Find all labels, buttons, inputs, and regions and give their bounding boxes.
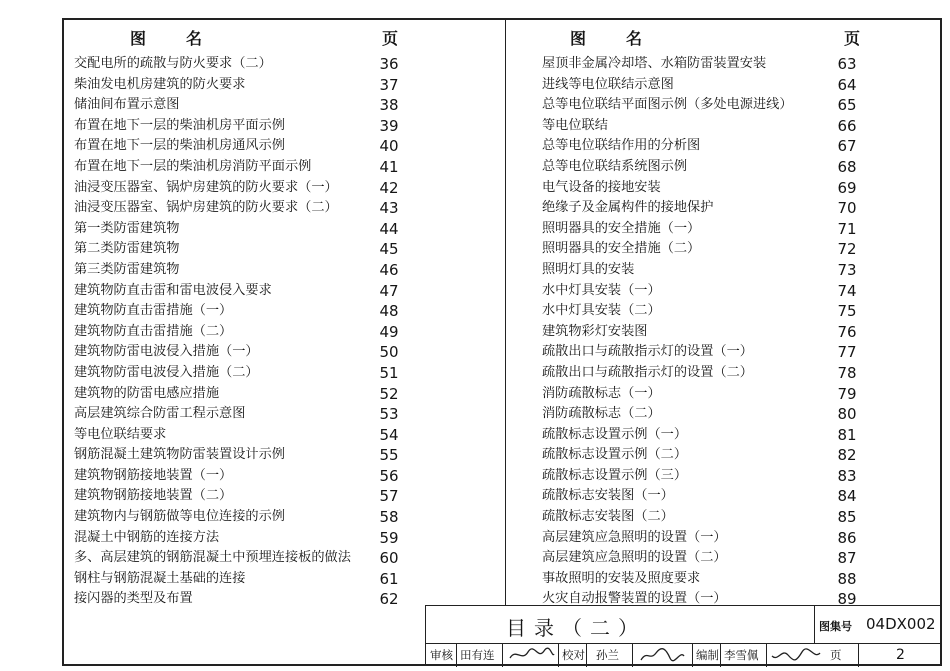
signature-row [425,643,942,666]
entry-title: 疏散标志安装图（一） [542,488,674,504]
entry-title: 柴油发电机房建筑的防火要求 [74,76,246,92]
entry-page: 59 [379,528,399,547]
entry-page: 58 [379,508,399,527]
entry-page: 45 [379,240,399,259]
entry-title: 疏散标志设置示例（二） [542,447,688,463]
catalog-entry [542,528,942,549]
entry-title: 总等电位联结作用的分析图 [542,138,701,154]
catalog-entry [74,301,494,322]
page-label: 页 [830,648,842,662]
left-entry-list [74,54,494,610]
catalog-entry [542,363,942,384]
catalog-entry [74,507,494,528]
entry-title: 等电位联结 [542,117,608,133]
catalog-entry [74,178,494,199]
reviewer-signature [508,646,556,664]
entry-title: 建筑物防直击雷措施（二） [74,323,233,339]
catalog-entry [74,445,494,466]
entry-title: 总等电位联结系统图示例 [542,158,688,174]
entry-title: 疏散标志安装图（二） [542,509,674,525]
entry-title: 建筑物防直击雷措施（一） [74,303,233,319]
entry-title: 建筑物的防雷电感应措施 [74,385,220,401]
entry-page: 67 [837,137,857,156]
catalog-entry [542,466,942,487]
entry-page: 60 [379,549,399,568]
catalog-entry [542,569,942,590]
entry-page: 40 [379,137,399,156]
entry-page: 87 [837,549,857,568]
entry-page: 43 [379,199,399,218]
entry-page: 70 [837,199,857,218]
atlas-label: 图集号 [819,620,852,633]
catalog-entry [74,404,494,425]
checker-name: 孙兰 [596,648,619,662]
left-column-header [74,22,494,54]
catalog-entry [542,95,942,116]
entry-title: 事故照明的安装及照度要求 [542,570,701,586]
entry-title: 第一类防雷建筑物 [74,220,180,236]
entry-page: 61 [379,569,399,588]
entry-title: 接闪器的类型及布置 [74,591,193,607]
title-block [425,605,942,666]
entry-page: 42 [379,178,399,197]
entry-page: 62 [379,590,399,609]
entry-page: 65 [837,96,857,115]
atlas-code: 04DX002 [866,615,936,633]
catalog-entry [542,219,942,240]
checker-signature [638,646,686,664]
entry-page: 57 [379,487,399,506]
right-column [542,22,942,610]
column-divider [505,18,506,605]
entry-title: 储油间布置示意图 [74,97,180,113]
catalog-entry [542,301,942,322]
entry-title: 建筑物钢筋接地装置（二） [74,488,233,504]
entry-title: 第三类防雷建筑物 [74,261,180,277]
entry-title: 消防疏散标志（一） [542,385,661,401]
entry-page: 78 [837,363,857,382]
entry-title: 钢柱与钢筋混凝土基础的连接 [74,570,246,586]
design-label: 编制 [696,648,719,662]
entry-title: 电气设备的接地安装 [542,179,661,195]
title-block-top [425,605,942,643]
entry-title: 总等电位联结平面图示例（多处电源进线） [542,97,793,113]
catalog-entry [542,507,942,528]
catalog-entry [74,260,494,281]
catalog-entry [542,425,942,446]
catalog-entry [542,54,942,75]
catalog-entry [74,569,494,590]
review-label: 审核 [430,648,453,662]
entry-title: 屋顶非金属冷却塔、水箱防雷装置安装 [542,56,767,71]
catalog-entry [542,404,942,425]
catalog-entry [542,342,942,363]
entry-page: 56 [379,466,399,485]
entry-page: 89 [837,590,857,609]
catalog-entry [542,548,942,569]
catalog-entry [542,116,942,137]
left-name-header: 图名 [130,29,243,48]
entry-title: 布置在地下一层的柴油机房平面示例 [74,117,285,133]
catalog-entry [542,260,942,281]
catalog-entry [542,281,942,302]
catalog-entry [542,322,942,343]
entry-page: 66 [837,116,857,135]
entry-page: 69 [837,178,857,197]
entry-page: 83 [837,466,857,485]
entry-page: 36 [379,55,399,73]
catalog-entry [74,548,494,569]
entry-page: 50 [379,343,399,362]
entry-title: 建筑物防雷电波侵入措施（二） [74,364,259,380]
entry-page: 84 [837,487,857,506]
catalog-entry [542,75,942,96]
catalog-entry [542,157,942,178]
catalog-entry [74,342,494,363]
page-number: 2 [896,647,905,663]
entry-title: 油浸变压器室、锅炉房建筑的防火要求（二） [74,200,338,216]
right-entry-list [542,54,942,610]
catalog-entry [74,322,494,343]
entry-title: 建筑物防直击雷和雷电波侵入要求 [74,282,272,298]
catalog-entry [74,75,494,96]
entry-title: 疏散标志设置示例（一） [542,426,688,442]
entry-title: 绝缘子及金属构件的接地保护 [542,200,714,216]
catalog-entry [74,528,494,549]
entry-title: 等电位联结要求 [74,426,167,442]
entry-title: 高层建筑综合防雷工程示意图 [74,406,246,422]
entry-page: 44 [379,219,399,238]
entry-title: 进线等电位联结示意图 [542,76,674,92]
entry-title: 建筑物彩灯安装图 [542,323,648,339]
entry-page: 54 [379,425,399,444]
entry-title: 火灾自动报警装置的设置（一） [542,591,727,607]
entry-page: 55 [379,446,399,465]
reviewer-name: 田有连 [460,648,495,662]
entry-page: 86 [837,528,857,547]
entry-page: 72 [837,240,857,259]
entry-page: 41 [379,157,399,176]
catalog-entry [542,239,942,260]
entry-page: 82 [837,446,857,465]
right-name-header: 图名 [570,29,683,48]
right-column-header [542,22,942,54]
entry-title: 建筑物钢筋接地装置（一） [74,467,233,483]
catalog-entry [542,486,942,507]
catalog-entry [74,363,494,384]
entry-page: 85 [837,508,857,527]
designer-name: 李雪佩 [724,648,759,662]
catalog-entry [74,486,494,507]
entry-title: 疏散标志设置示例（三） [542,467,688,483]
catalog-entry [74,157,494,178]
entry-title: 多、高层建筑的钢筋混凝土中预埋连接板的做法 [74,550,351,566]
entry-page: 80 [837,405,857,424]
catalog-entry [74,281,494,302]
catalog-entry [542,384,942,405]
entry-page: 88 [837,569,857,588]
catalog-entry [542,178,942,199]
entry-page: 52 [379,384,399,403]
catalog-entry [74,54,494,75]
entry-page: 81 [837,425,857,444]
entry-page: 53 [379,405,399,424]
catalog-entry [542,198,942,219]
entry-title: 照明器具的安全措施（二） [542,241,701,257]
entry-title: 疏散出口与疏散指示灯的设置（一） [542,344,753,360]
entry-title: 消防疏散标志（二） [542,406,661,422]
entry-page: 49 [379,322,399,341]
entry-title: 钢筋混凝土建筑物防雷装置设计示例 [74,447,285,463]
entry-title: 建筑物内与钢筋做等电位连接的示例 [74,509,285,525]
entry-page: 46 [379,260,399,279]
entry-title: 高层建筑应急照明的设置（一） [542,529,727,545]
entry-title: 布置在地下一层的柴油机房消防平面示例 [74,158,312,174]
left-page-header: 页 [382,29,399,48]
entry-title: 混凝土中钢筋的连接方法 [74,529,220,545]
entry-page: 79 [837,384,857,403]
catalog-entry [74,95,494,116]
entry-page: 51 [379,363,399,382]
catalog-entry [542,445,942,466]
entry-title: 照明器具的安全措施（一） [542,220,701,236]
entry-page: 37 [379,75,399,94]
catalog-entry [74,198,494,219]
entry-page: 75 [837,302,857,321]
catalog-entry [74,116,494,137]
check-label: 校对 [562,648,585,662]
entry-page: 77 [837,343,857,362]
entry-title: 第二类防雷建筑物 [74,241,180,257]
entry-page: 68 [837,157,857,176]
catalog-entry [74,425,494,446]
catalog-entry [74,136,494,157]
entry-page: 73 [837,260,857,279]
catalog-entry [74,239,494,260]
entry-title: 油浸变压器室、锅炉房建筑的防火要求（一） [74,179,338,195]
entry-page: 74 [837,281,857,300]
entry-title: 高层建筑应急照明的设置（二） [542,550,727,566]
entry-title: 水中灯具安装（二） [542,303,661,319]
entry-page: 39 [379,116,399,135]
entry-title: 交配电所的疏散与防火要求（二） [74,56,272,71]
catalog-entry [542,136,942,157]
entry-title: 布置在地下一层的柴油机房通风示例 [74,138,285,154]
entry-page: 47 [379,281,399,300]
entry-page: 38 [379,96,399,115]
catalog-title: 目录（二） [506,616,646,640]
right-page-header: 页 [844,29,861,48]
catalog-entry [74,466,494,487]
entry-page: 71 [837,219,857,238]
entry-page: 76 [837,322,857,341]
entry-title: 照明灯具的安装 [542,261,635,277]
entry-title: 建筑物防雷电波侵入措施（一） [74,344,259,360]
catalog-entry [74,219,494,240]
entry-title: 水中灯具安装（一） [542,282,661,298]
catalog-entry [74,384,494,405]
entry-page: 63 [837,55,857,73]
entry-page: 64 [837,75,857,94]
left-column [74,22,494,610]
entry-title: 疏散出口与疏散指示灯的设置（二） [542,364,753,380]
entry-page: 48 [379,302,399,321]
designer-signature [770,646,822,664]
